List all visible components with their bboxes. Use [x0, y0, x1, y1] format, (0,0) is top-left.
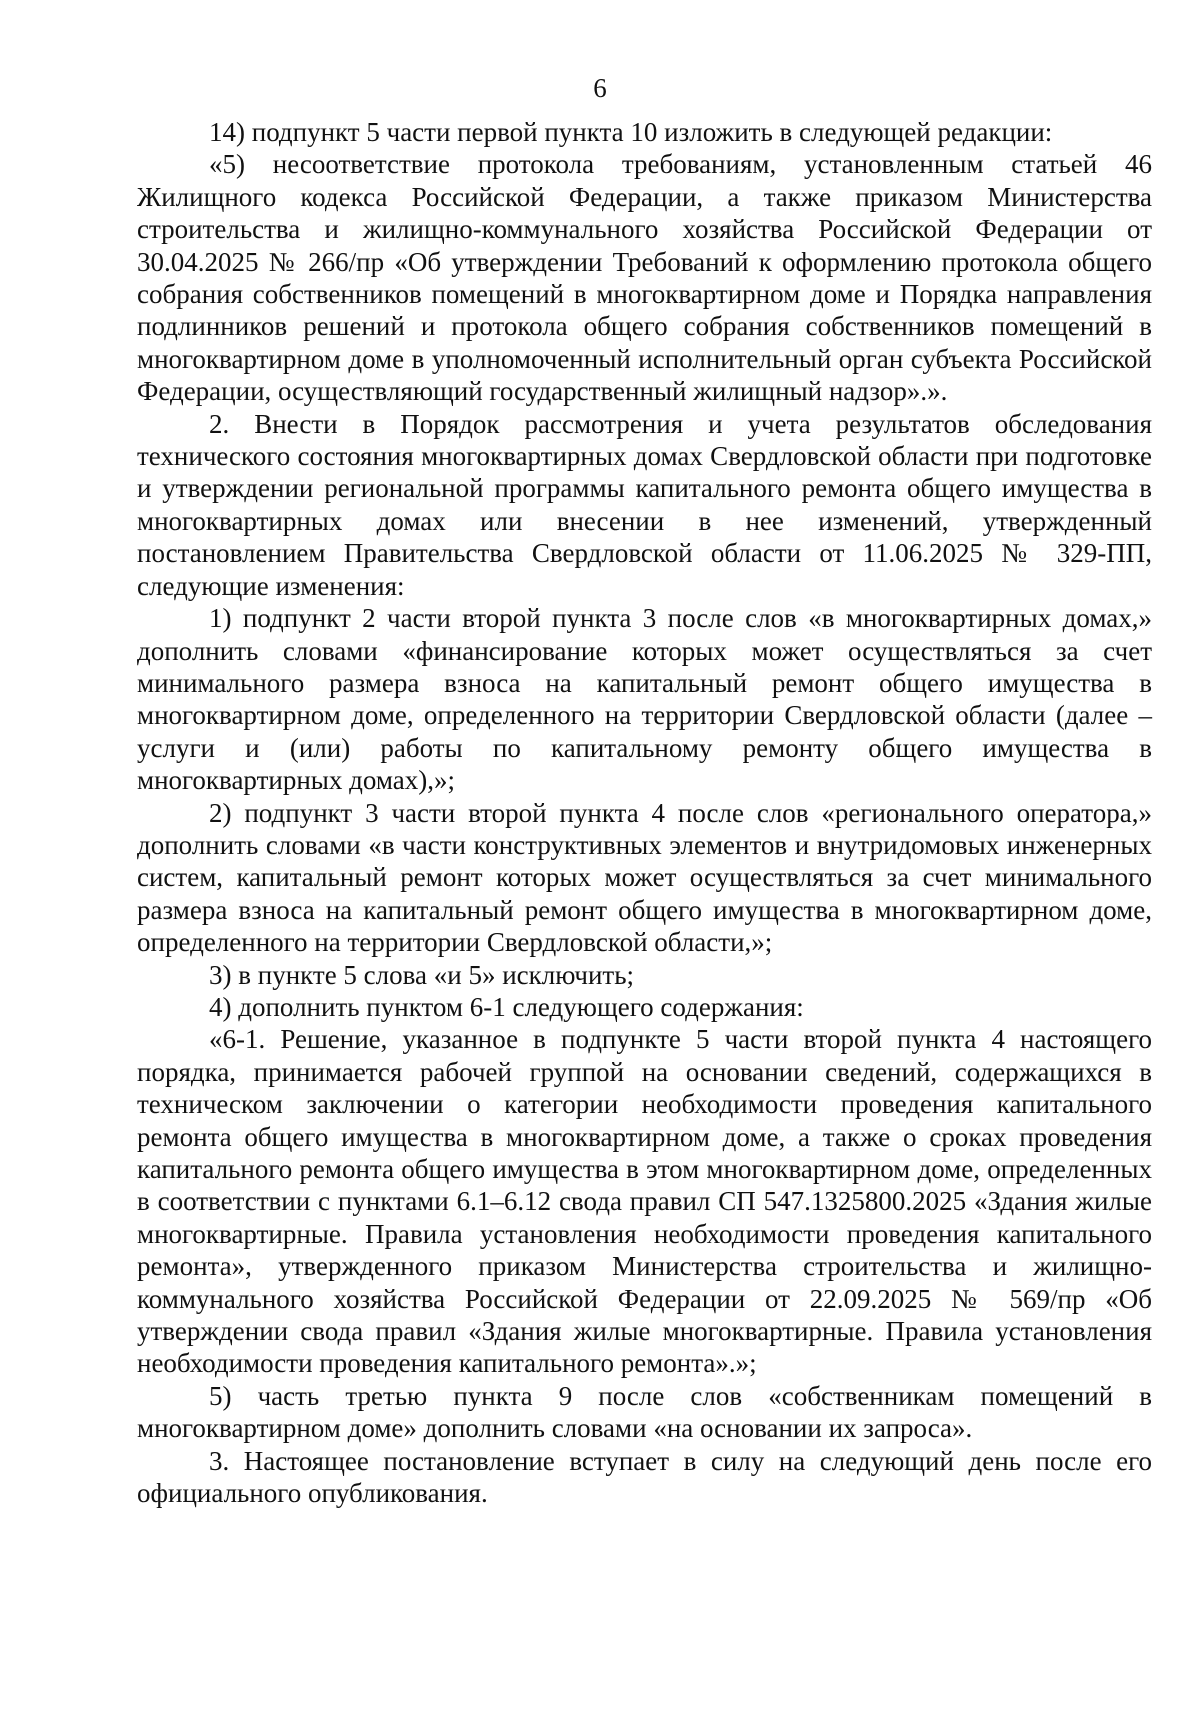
page-number: 6 — [593, 73, 607, 103]
paragraph-quoted-item-6-1: «6-1. Решение, указанное в подпункте 5 части второй пункта 4 настоящего порядка, принимается рабочей группой на основании сведений, содержащихся в техническом заключении о категории необходимости проведения капитального ремонта общего имущества в многоквартирном доме, а также о сроках проведения капитального ремонта общего имущества в этом многоквартирном доме, определенных в соответствии с пунктами 6.1–6.12 свода правил СП 547.1325800.2025 «Здания жилые многоквартирные. Правила установления необходимости проведения капитального ремонта», утвержденного приказом Министерства строительства и жилищно-коммунального хозяйства Российской Федерации от 22.09.2025 № 569/пр «Об утверждении свода правил «Здания жилые многоквартирные. Правила установления необходимости проведения капитального ремонта».»; — [137, 1024, 1152, 1379]
paragraph-item-5: 5) часть третью пункта 9 после слов «собственникам помещений в многоквартирном доме» дополнить словами «на основании их запроса». — [137, 1380, 1152, 1444]
paragraph-quoted-item-5: «5) несоответствие протокола требованиям, установленным статьей 46 Жилищного кодекса Российской Федерации, а также приказом Министерства строительства и жилищно-коммунального хозяйства Российской Федерации от 30.04.2025 № 266/пр «Об утверждении Требований к оформлению протокола общего собрания собственников помещений в многоквартирном доме и Порядка направления подлинников решений и протокола общего собрания собственников помещений в многоквартирном доме в уполномоченный исполнительный орган субъекта Российской Федерации, осуществляющий государственный жилищный надзор».». — [137, 149, 1152, 407]
paragraph-item-14: 14) подпункт 5 части первой пункта 10 изложить в следующей редакции: — [209, 117, 1053, 147]
paragraph-item-3: 3) в пункте 5 слова «и 5» исключить; — [209, 959, 635, 990]
paragraph-item-2: 2) подпункт 3 части второй пункта 4 после слов «регионального оператора,» дополнить словами «в части конструктивных элементов и внутридомовых инженерных систем, капитальный ремонт которых может осуществляться за счет минимального размера взноса на капитальный ремонт общего имущества в многоквартирном доме, определенного на территории Свердловской области,»; — [137, 797, 1152, 958]
paragraph-item-1: 1) подпункт 2 части второй пункта 3 после слов «в многоквартирных домах,» дополнить словами «финансирование которых может осуществляться за счет минимального размера взноса на капитальный ремонт общего имущества в многоквартирном доме, определенного на территории Свердловской области (далее – услуги и (или) работы по капитальному ремонту общего имущества в многоквартирных домах),»; — [137, 603, 1152, 796]
paragraph-section-2: 2. Внести в Порядок рассмотрения и учета результатов обследования технического состояния многоквартирных домах Свердловской области при подготовке и утверждении региональной программы капитального ремонта общего имущества в многоквартирных домах или внесении в нее изменений, утвержденный постановлением Правительства Свердловской области от 11.06.2025 № 329-ПП, следующие изменения: — [137, 408, 1152, 601]
paragraph-item-4: 4) дополнить пунктом 6-1 следующего содержания: — [209, 991, 804, 1022]
document-body — [137, 116, 1152, 1509]
paragraph-section-3: 3. Настоящее постановление вступает в силу на следующий день после его официального опубликования. — [137, 1445, 1152, 1509]
